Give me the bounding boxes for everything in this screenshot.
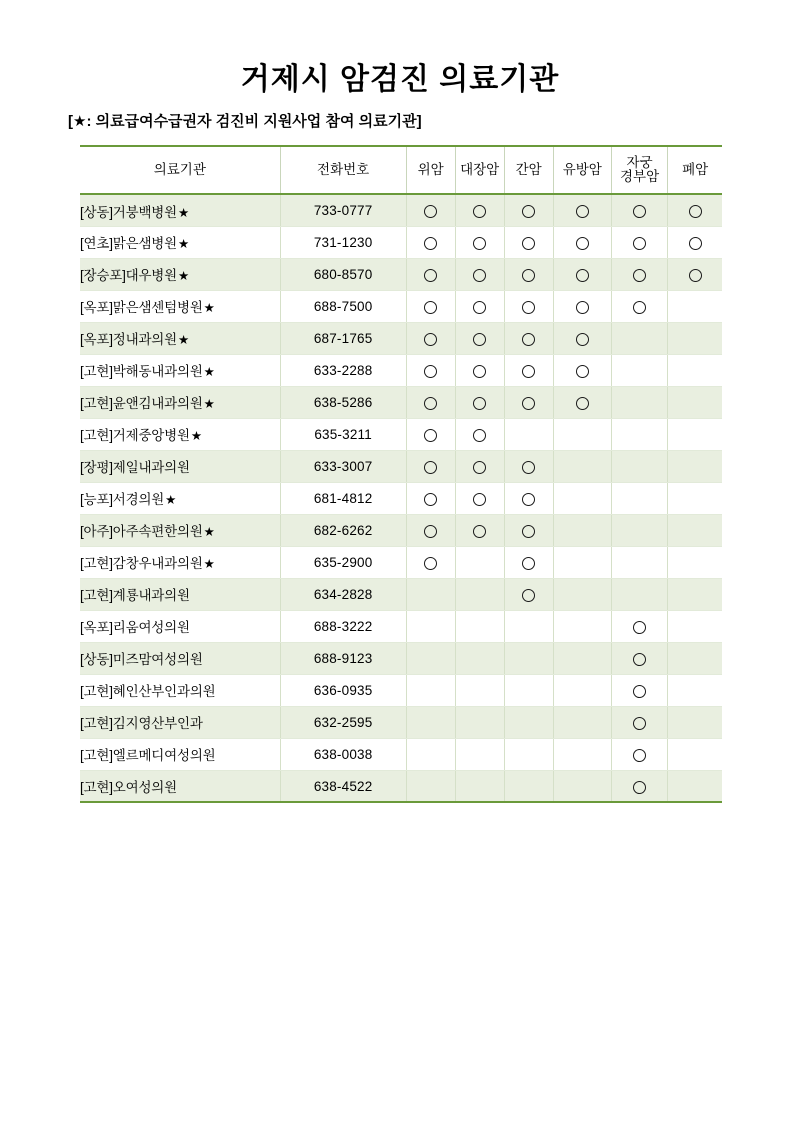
available-circle-icon — [522, 397, 535, 410]
available-circle-icon — [522, 557, 535, 570]
cell-colon-cancer — [455, 770, 504, 802]
column-header-cervical-cancer — [611, 146, 667, 194]
cell-breast-cancer — [553, 482, 611, 514]
column-header-colon-cancer: 대장암 — [455, 146, 504, 194]
cell-liver-cancer — [504, 546, 553, 578]
cell-colon-cancer — [455, 738, 504, 770]
institution-label: [고현]김지영산부인과 — [80, 716, 203, 732]
cancer-screening-table — [80, 145, 722, 803]
table-header — [80, 146, 722, 194]
available-circle-icon — [424, 237, 437, 250]
cell-stomach-cancer — [406, 738, 455, 770]
star-icon: ★ — [203, 397, 215, 412]
table-row — [80, 514, 722, 546]
cell-phone-number: 633-3007 — [280, 450, 406, 482]
table-row — [80, 290, 722, 322]
cell-phone-number: 688-7500 — [280, 290, 406, 322]
table-header-row — [80, 146, 722, 194]
available-circle-icon — [473, 493, 486, 506]
available-circle-icon — [576, 365, 589, 378]
cell-cervical-cancer — [611, 258, 667, 290]
cell-liver-cancer — [504, 642, 553, 674]
cell-liver-cancer — [504, 738, 553, 770]
cell-phone-number: 681-4812 — [280, 482, 406, 514]
cell-breast-cancer — [553, 354, 611, 386]
cell-cervical-cancer — [611, 674, 667, 706]
column-header-lung-cancer: 폐암 — [668, 146, 722, 194]
cell-cervical-cancer — [611, 706, 667, 738]
cell-stomach-cancer — [406, 386, 455, 418]
available-circle-icon — [473, 269, 486, 282]
institution-label: [고현]엘르메디여성의원 — [80, 748, 216, 764]
available-circle-icon — [424, 557, 437, 570]
institution-label: [옥포]정내과의원 — [80, 332, 177, 348]
cell-cervical-cancer — [611, 610, 667, 642]
table-row — [80, 610, 722, 642]
cell-liver-cancer — [504, 770, 553, 802]
cell-lung-cancer — [668, 386, 722, 418]
cell-liver-cancer — [504, 354, 553, 386]
cell-institution-name — [80, 450, 280, 482]
institution-label: [장평]제일내과의원 — [80, 460, 190, 476]
cell-institution-name — [80, 770, 280, 802]
page-subtitle-legend: [★: 의료급여수급권자 검진비 지원사업 참여 의료기관] — [68, 113, 422, 130]
cell-colon-cancer — [455, 194, 504, 226]
cell-cervical-cancer — [611, 514, 667, 546]
available-circle-icon — [633, 749, 646, 762]
cell-stomach-cancer — [406, 610, 455, 642]
institution-label: [아주]아주속편한의원 — [80, 524, 203, 540]
table-row — [80, 578, 722, 610]
cell-breast-cancer — [553, 386, 611, 418]
table-row — [80, 450, 722, 482]
institution-label: [고현]거제중앙병원 — [80, 428, 190, 444]
cell-breast-cancer — [553, 706, 611, 738]
cell-liver-cancer — [504, 322, 553, 354]
cell-stomach-cancer — [406, 194, 455, 226]
institution-label: [상동]미즈맘여성의원 — [80, 652, 203, 668]
star-icon: ★ — [178, 269, 190, 284]
cell-colon-cancer — [455, 514, 504, 546]
column-header-breast-cancer: 유방암 — [553, 146, 611, 194]
available-circle-icon — [522, 493, 535, 506]
cell-phone-number: 635-3211 — [280, 418, 406, 450]
available-circle-icon — [633, 205, 646, 218]
available-circle-icon — [689, 205, 702, 218]
available-circle-icon — [473, 461, 486, 474]
cell-stomach-cancer — [406, 354, 455, 386]
cell-institution-name — [80, 514, 280, 546]
cell-liver-cancer — [504, 514, 553, 546]
table-row — [80, 546, 722, 578]
cell-lung-cancer — [668, 258, 722, 290]
cell-stomach-cancer — [406, 226, 455, 258]
cell-cervical-cancer — [611, 386, 667, 418]
cell-colon-cancer — [455, 258, 504, 290]
cell-stomach-cancer — [406, 290, 455, 322]
table-row — [80, 482, 722, 514]
cell-lung-cancer — [668, 514, 722, 546]
cell-cervical-cancer — [611, 546, 667, 578]
star-icon: ★ — [203, 525, 215, 540]
cell-colon-cancer — [455, 482, 504, 514]
cell-breast-cancer — [553, 322, 611, 354]
cell-institution-name — [80, 194, 280, 226]
cell-cervical-cancer — [611, 194, 667, 226]
available-circle-icon — [522, 237, 535, 250]
available-circle-icon — [576, 205, 589, 218]
cell-stomach-cancer — [406, 322, 455, 354]
cell-breast-cancer — [553, 738, 611, 770]
cell-institution-name — [80, 706, 280, 738]
column-header-cervical-line1: 자궁 — [626, 155, 653, 170]
institution-label: [장승포]대우병원 — [80, 268, 177, 284]
cell-phone-number: 680-8570 — [280, 258, 406, 290]
available-circle-icon — [633, 781, 646, 794]
cell-breast-cancer — [553, 290, 611, 322]
cell-liver-cancer — [504, 610, 553, 642]
cell-stomach-cancer — [406, 482, 455, 514]
available-circle-icon — [522, 301, 535, 314]
available-circle-icon — [424, 301, 437, 314]
cell-stomach-cancer — [406, 514, 455, 546]
cell-liver-cancer — [504, 258, 553, 290]
cell-phone-number: 638-0038 — [280, 738, 406, 770]
cell-liver-cancer — [504, 674, 553, 706]
available-circle-icon — [424, 269, 437, 282]
cell-phone-number: 632-2595 — [280, 706, 406, 738]
cell-breast-cancer — [553, 578, 611, 610]
cell-colon-cancer — [455, 546, 504, 578]
cell-phone-number: 633-2288 — [280, 354, 406, 386]
table-row — [80, 322, 722, 354]
cell-liver-cancer — [504, 226, 553, 258]
cell-phone-number: 733-0777 — [280, 194, 406, 226]
available-circle-icon — [522, 333, 535, 346]
available-circle-icon — [576, 237, 589, 250]
cell-cervical-cancer — [611, 482, 667, 514]
cell-liver-cancer — [504, 482, 553, 514]
cell-lung-cancer — [668, 226, 722, 258]
institution-label: [능포]서경의원 — [80, 492, 165, 508]
cell-cervical-cancer — [611, 642, 667, 674]
star-icon: ★ — [190, 429, 202, 444]
available-circle-icon — [473, 365, 486, 378]
cell-lung-cancer — [668, 450, 722, 482]
cell-phone-number: 638-4522 — [280, 770, 406, 802]
cell-colon-cancer — [455, 226, 504, 258]
cell-lung-cancer — [668, 322, 722, 354]
cell-breast-cancer — [553, 418, 611, 450]
cell-colon-cancer — [455, 418, 504, 450]
available-circle-icon — [522, 205, 535, 218]
institution-label: [고현]감창우내과의원 — [80, 556, 203, 572]
cell-phone-number: 688-3222 — [280, 610, 406, 642]
cell-breast-cancer — [553, 770, 611, 802]
cell-institution-name — [80, 674, 280, 706]
available-circle-icon — [473, 301, 486, 314]
cell-lung-cancer — [668, 194, 722, 226]
cell-breast-cancer — [553, 514, 611, 546]
available-circle-icon — [522, 269, 535, 282]
cell-cervical-cancer — [611, 322, 667, 354]
table-body — [80, 194, 722, 802]
cell-institution-name — [80, 290, 280, 322]
cell-lung-cancer — [668, 706, 722, 738]
cell-stomach-cancer — [406, 258, 455, 290]
cell-lung-cancer — [668, 482, 722, 514]
cell-breast-cancer — [553, 194, 611, 226]
cell-breast-cancer — [553, 674, 611, 706]
cell-breast-cancer — [553, 610, 611, 642]
cell-colon-cancer — [455, 354, 504, 386]
column-header-institution: 의료기관 — [80, 146, 280, 194]
star-icon: ★ — [178, 205, 190, 220]
available-circle-icon — [424, 429, 437, 442]
table-row — [80, 226, 722, 258]
cell-lung-cancer — [668, 610, 722, 642]
available-circle-icon — [576, 269, 589, 282]
cell-institution-name — [80, 642, 280, 674]
star-icon: ★ — [203, 301, 215, 316]
cell-stomach-cancer — [406, 706, 455, 738]
column-header-stomach-cancer: 위암 — [406, 146, 455, 194]
cell-stomach-cancer — [406, 770, 455, 802]
cell-lung-cancer — [668, 354, 722, 386]
cell-colon-cancer — [455, 450, 504, 482]
cell-colon-cancer — [455, 290, 504, 322]
cell-lung-cancer — [668, 290, 722, 322]
cell-cervical-cancer — [611, 290, 667, 322]
cell-stomach-cancer — [406, 674, 455, 706]
cell-lung-cancer — [668, 738, 722, 770]
institution-label: [고현]윤앤김내과의원 — [80, 396, 203, 412]
cell-colon-cancer — [455, 642, 504, 674]
cell-phone-number: 636-0935 — [280, 674, 406, 706]
available-circle-icon — [689, 237, 702, 250]
cell-colon-cancer — [455, 674, 504, 706]
cell-breast-cancer — [553, 258, 611, 290]
available-circle-icon — [633, 237, 646, 250]
table-container — [0, 131, 800, 803]
available-circle-icon — [424, 365, 437, 378]
cell-colon-cancer — [455, 706, 504, 738]
available-circle-icon — [522, 365, 535, 378]
cell-lung-cancer — [668, 770, 722, 802]
cell-phone-number: 688-9123 — [280, 642, 406, 674]
cell-cervical-cancer — [611, 770, 667, 802]
cell-stomach-cancer — [406, 642, 455, 674]
available-circle-icon — [576, 397, 589, 410]
star-icon: ★ — [203, 365, 215, 380]
table-row — [80, 770, 722, 802]
available-circle-icon — [633, 269, 646, 282]
column-header-cervical-line2: 경부암 — [620, 169, 660, 185]
cell-stomach-cancer — [406, 450, 455, 482]
cell-liver-cancer — [504, 386, 553, 418]
column-header-phone: 전화번호 — [280, 146, 406, 194]
cell-cervical-cancer — [611, 418, 667, 450]
cell-stomach-cancer — [406, 546, 455, 578]
available-circle-icon — [633, 301, 646, 314]
available-circle-icon — [522, 589, 535, 602]
available-circle-icon — [522, 525, 535, 538]
cell-breast-cancer — [553, 450, 611, 482]
cell-institution-name — [80, 546, 280, 578]
available-circle-icon — [473, 525, 486, 538]
table-row — [80, 194, 722, 226]
cell-phone-number: 682-6262 — [280, 514, 406, 546]
table-row — [80, 258, 722, 290]
star-icon: ★ — [178, 333, 190, 348]
table-row — [80, 738, 722, 770]
cell-breast-cancer — [553, 642, 611, 674]
cell-cervical-cancer — [611, 578, 667, 610]
cell-breast-cancer — [553, 226, 611, 258]
cell-liver-cancer — [504, 194, 553, 226]
cell-institution-name — [80, 418, 280, 450]
institution-label: [옥포]맑은샘센텀병원 — [80, 300, 203, 316]
available-circle-icon — [473, 237, 486, 250]
column-header-liver-cancer: 간암 — [504, 146, 553, 194]
cell-colon-cancer — [455, 578, 504, 610]
cell-institution-name — [80, 226, 280, 258]
institution-label: [상동]거붕백병원 — [80, 204, 177, 220]
cell-cervical-cancer — [611, 738, 667, 770]
cell-liver-cancer — [504, 418, 553, 450]
table-row — [80, 354, 722, 386]
available-circle-icon — [473, 397, 486, 410]
cell-phone-number: 634-2828 — [280, 578, 406, 610]
cell-institution-name — [80, 354, 280, 386]
page-title: 거제시 암검진 의료기관 — [240, 63, 560, 96]
available-circle-icon — [424, 461, 437, 474]
star-icon: ★ — [178, 237, 190, 252]
cell-lung-cancer — [668, 418, 722, 450]
star-icon: ★ — [203, 557, 215, 572]
cell-lung-cancer — [668, 674, 722, 706]
cell-colon-cancer — [455, 610, 504, 642]
institution-label: [고현]혜인산부인과의원 — [80, 684, 216, 700]
cell-institution-name — [80, 258, 280, 290]
cell-lung-cancer — [668, 546, 722, 578]
cell-liver-cancer — [504, 706, 553, 738]
cell-liver-cancer — [504, 450, 553, 482]
cell-lung-cancer — [668, 642, 722, 674]
cell-institution-name — [80, 738, 280, 770]
available-circle-icon — [473, 333, 486, 346]
institution-label: [고현]박해동내과의원 — [80, 364, 203, 380]
cell-institution-name — [80, 386, 280, 418]
available-circle-icon — [633, 717, 646, 730]
cell-stomach-cancer — [406, 578, 455, 610]
available-circle-icon — [473, 205, 486, 218]
available-circle-icon — [633, 653, 646, 666]
cell-phone-number: 731-1230 — [280, 226, 406, 258]
available-circle-icon — [522, 461, 535, 474]
cell-phone-number: 687-1765 — [280, 322, 406, 354]
institution-label: [고현]오여성의원 — [80, 780, 177, 796]
table-row — [80, 642, 722, 674]
available-circle-icon — [689, 269, 702, 282]
table-row — [80, 706, 722, 738]
available-circle-icon — [633, 621, 646, 634]
cell-institution-name — [80, 482, 280, 514]
cell-cervical-cancer — [611, 226, 667, 258]
cell-phone-number: 635-2900 — [280, 546, 406, 578]
star-icon: ★ — [165, 493, 177, 508]
available-circle-icon — [424, 525, 437, 538]
cell-institution-name — [80, 610, 280, 642]
available-circle-icon — [424, 205, 437, 218]
available-circle-icon — [576, 333, 589, 346]
available-circle-icon — [473, 429, 486, 442]
cell-stomach-cancer — [406, 418, 455, 450]
institution-label: [고현]계룡내과의원 — [80, 588, 190, 604]
cell-institution-name — [80, 322, 280, 354]
cell-colon-cancer — [455, 386, 504, 418]
table-row — [80, 386, 722, 418]
cell-lung-cancer — [668, 578, 722, 610]
table-row — [80, 674, 722, 706]
cell-institution-name — [80, 578, 280, 610]
cell-phone-number: 638-5286 — [280, 386, 406, 418]
cell-cervical-cancer — [611, 450, 667, 482]
available-circle-icon — [424, 493, 437, 506]
table-row — [80, 418, 722, 450]
available-circle-icon — [424, 333, 437, 346]
cell-breast-cancer — [553, 546, 611, 578]
available-circle-icon — [576, 301, 589, 314]
cell-liver-cancer — [504, 290, 553, 322]
available-circle-icon — [633, 685, 646, 698]
available-circle-icon — [424, 397, 437, 410]
cell-colon-cancer — [455, 322, 504, 354]
institution-label: [옥포]리움여성의원 — [80, 620, 190, 636]
cell-cervical-cancer — [611, 354, 667, 386]
cell-liver-cancer — [504, 578, 553, 610]
institution-label: [연초]맑은샘병원 — [80, 236, 177, 252]
